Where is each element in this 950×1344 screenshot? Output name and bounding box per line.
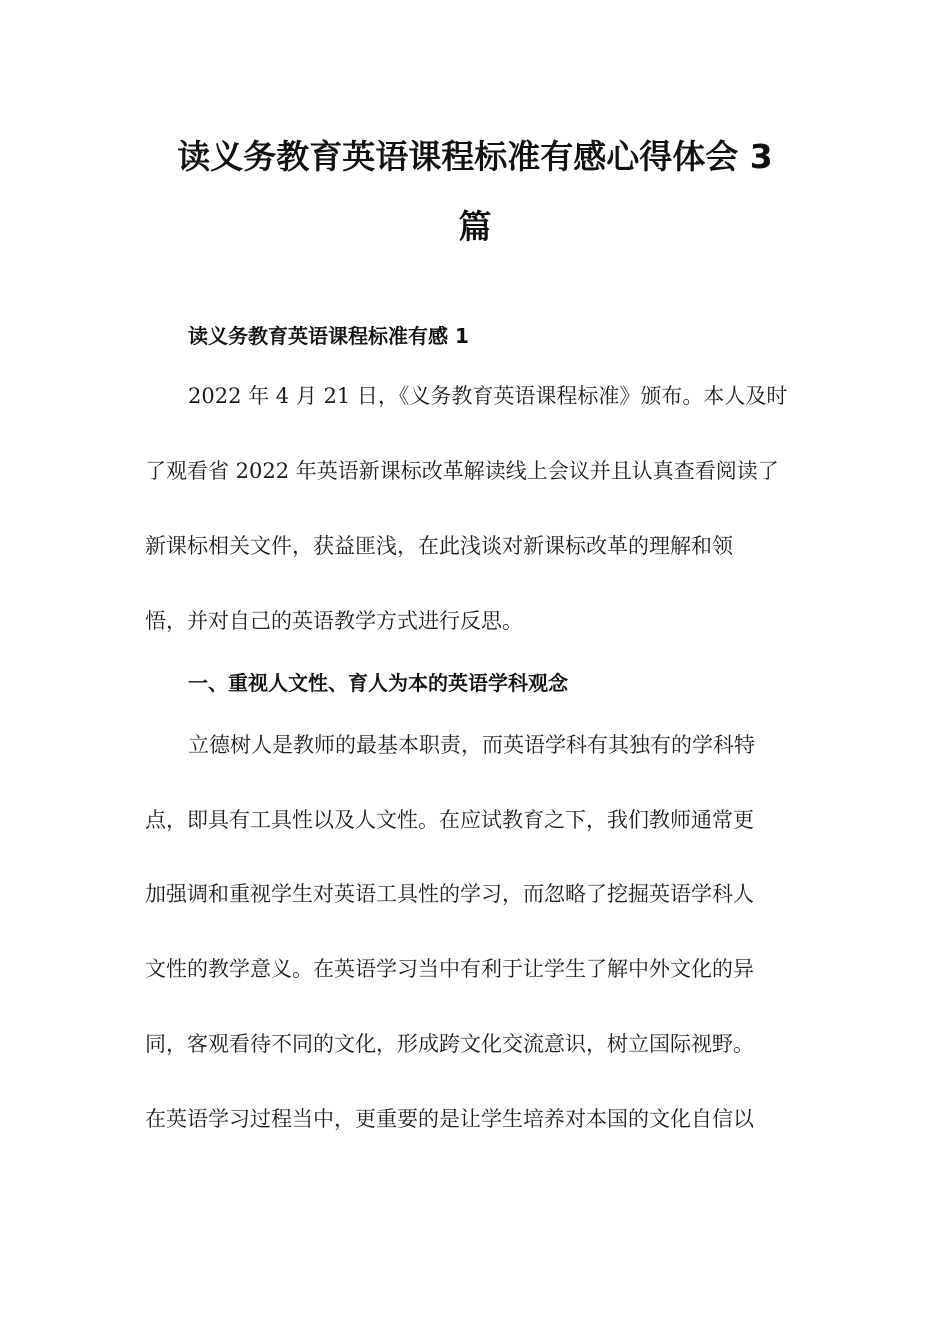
paragraph-1-line-4: 悟，并对自己的英语教学方式进行反思。 <box>145 609 523 633</box>
document-title-line-1: 读义务教育英语课程标准有感心得体会 3 <box>177 137 773 176</box>
paragraph-1-line-3: 新课标相关文件，获益匪浅，在此浅谈对新课标改革的理解和领 <box>145 534 733 558</box>
paragraph-2-line-3: 加强调和重视学生对英语工具性的学习，而忽略了挖掘英语学科人 <box>145 882 754 906</box>
paragraph-2-line-5: 同，客观看待不同的文化，形成跨文化交流意识，树立国际视野。 <box>145 1032 754 1056</box>
paragraph-1-line-2: 了观看省 2022 年英语新课标改革解读线上会议并且认真查看阅读了 <box>145 459 779 483</box>
paragraph-2-line-6: 在英语学习过程当中，更重要的是让学生培养对本国的文化自信以 <box>145 1107 754 1131</box>
paragraph-2-line-2: 点，即具有工具性以及人文性。在应试教育之下，我们教师通常更 <box>145 808 754 832</box>
subheading-1: 一、重视人文性、育人为本的英语学科观念 <box>188 671 568 695</box>
paragraph-2-line-1: 立德树人是教师的最基本职责，而英语学科有其独有的学科特 <box>188 733 755 757</box>
paragraph-1-line-1: 2022 年 4 月 21 日，《义务教育英语课程标准》颁布。本人及时 <box>188 384 788 408</box>
paragraph-2-line-4: 文性的教学意义。在英语学习当中有利于让学生了解中外文化的异 <box>145 957 754 981</box>
section-heading: 读义务教育英语课程标准有感 1 <box>188 324 469 348</box>
document-title-line-2: 篇 <box>458 207 492 246</box>
